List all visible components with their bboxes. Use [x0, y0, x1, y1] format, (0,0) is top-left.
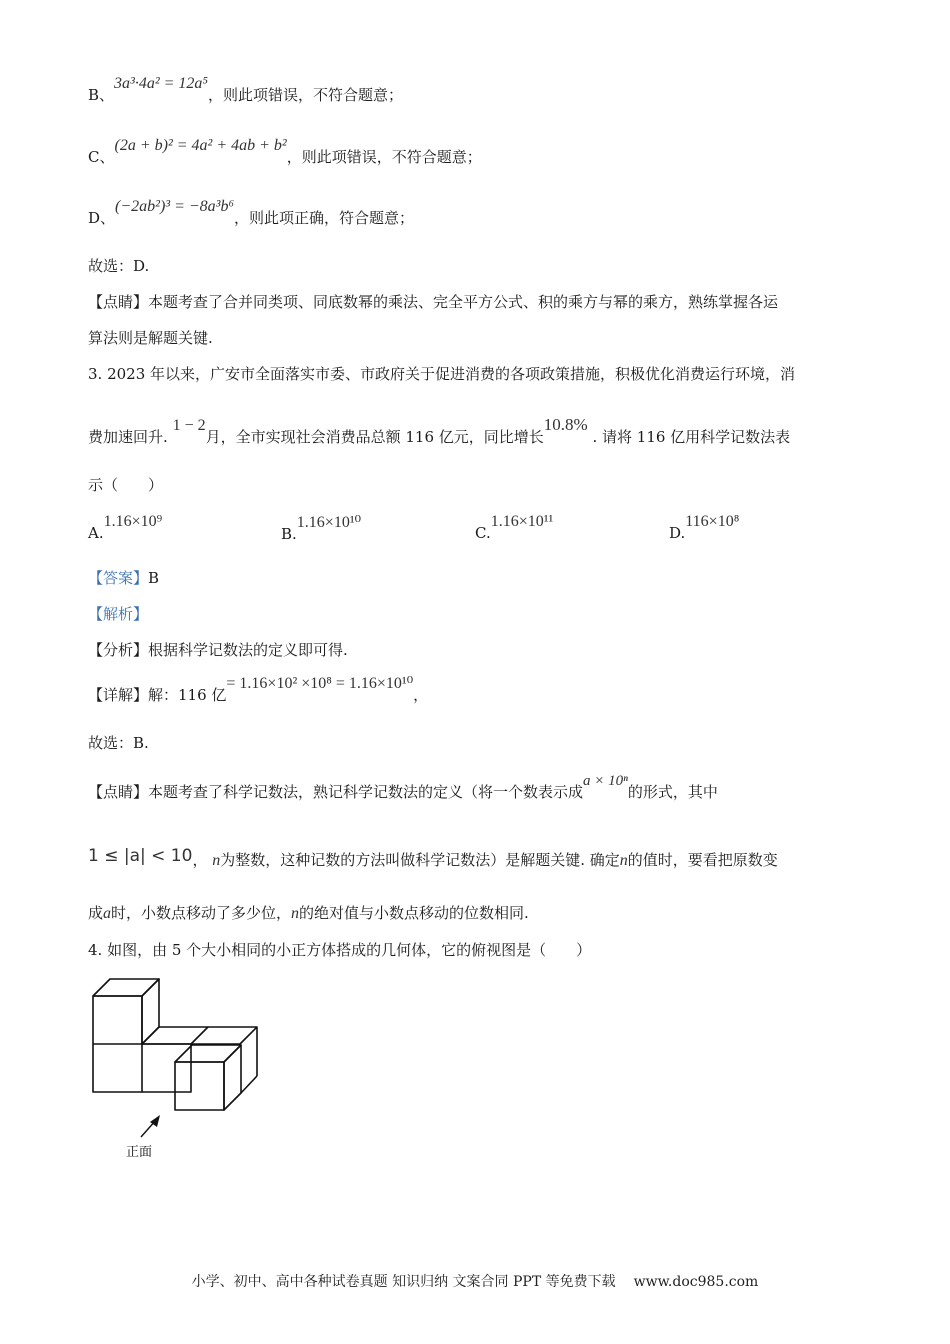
option-formula: 116×10⁸ — [685, 513, 740, 530]
q3-percent-math: 10.8% — [543, 415, 588, 434]
option-letter: A. — [88, 524, 104, 542]
option-comment: ，则此项错误，不符合题意； — [207, 86, 403, 104]
choose-line-q3: 故选：B. — [88, 734, 149, 752]
cube-tall-top — [93, 979, 159, 996]
option-label: C、 — [88, 148, 115, 166]
q3-months-math: 1 − 2 — [172, 417, 206, 434]
solution-option-d — [88, 198, 415, 227]
detail-line — [88, 675, 429, 704]
solution-option-c — [88, 137, 482, 166]
cube-tall-side — [142, 979, 159, 1044]
dianjing-line-2 — [88, 846, 778, 869]
option-letter: B. — [281, 525, 297, 543]
option-formula: (−2ab²)³ = −8a³b⁶ — [115, 198, 235, 215]
option-comment: ，则此项正确，符合题意； — [234, 209, 415, 227]
dianjing-text: 为整数，这种记数的方法叫做科学记数法）是解题关键. 确定 — [220, 851, 620, 869]
option-comment: ，则此项错误，不符合题意； — [286, 148, 482, 166]
option-formula: 3a³·4a² = 12a⁵ — [114, 75, 208, 92]
q4-stem: 4. 如图，由 5 个大小相同的小正方体搭成的几何体，它的俯视图是（ ） — [88, 941, 592, 959]
solution-option-b — [88, 75, 403, 104]
option-label: B、 — [88, 86, 115, 104]
dianjing-var-n: n — [212, 852, 221, 869]
cube-middle-top — [142, 1027, 208, 1044]
comment-line-2: 算法则是解题关键. — [88, 329, 213, 347]
dianjing-text: 成 — [88, 904, 104, 922]
q4-cube-figure — [84, 972, 284, 1164]
detail-text: 【详解】解：116 亿 — [88, 686, 227, 704]
dianjing-text: 【点睛】本题考查了科学记数法，熟记科学记数法的定义（将一个数表示成 — [88, 783, 584, 801]
dianjing-formula: a × 10ⁿ — [583, 773, 628, 789]
dianjing-var-n: n — [619, 852, 628, 869]
dianjing-text: 的形式，其中 — [627, 783, 718, 801]
q3-stem-part: 月，全市实现社会消费品总额 116 亿元，同比增长 — [205, 428, 544, 446]
q3-stem-part: 费加速回升. — [88, 428, 168, 446]
dianjing-text: 的绝对值与小数点移动的位数相同. — [299, 904, 529, 922]
q3-stem-line-3: 示（ ） — [88, 476, 164, 494]
q3-option-a — [88, 513, 163, 543]
answer-tag: 【答案】 — [88, 569, 149, 587]
dianjing-text: 的值时，要看把原数变 — [627, 851, 778, 869]
option-formula: (2a + b)² = 4a² + 4ab + b² — [114, 137, 287, 154]
dianjing-line-1 — [88, 773, 718, 801]
dianjing-line-3 — [88, 906, 529, 922]
answer-value: B — [148, 569, 160, 587]
q4-front-label: 正面 — [126, 1145, 153, 1160]
detail-text: ， — [413, 686, 429, 704]
footer-text: 小学、初中、高中各种试卷真题 知识归纳 文案合同 PPT 等免费下载 — [191, 1274, 616, 1290]
comment-line-1: 【点睛】本题考查了合并同类项、同底数幂的乘法、完全平方公式、积的乘方与幂的乘方，熟练掌握各运 — [88, 293, 779, 311]
q3-stem-line-1: 3. 2023 年以来，广安市全面落实市委、市政府关于促进消费的各项政策措施，积极优化消费运行环境，消 — [88, 365, 796, 383]
option-formula: 1.16×10¹¹ — [490, 513, 554, 530]
cube-front-face — [175, 1062, 224, 1110]
detail-formula: = 1.16×10² ×10⁸ = 1.16×10¹⁰ — [226, 675, 414, 692]
footer-url[interactable]: www.doc985.com — [633, 1274, 759, 1290]
dianjing-inequality: 1 ≤ |a| < 10 — [88, 846, 193, 866]
analysis-tag: 【解析】 — [88, 605, 149, 623]
option-letter: D. — [669, 524, 686, 542]
dianjing-text: 时，小数点移动了多少位， — [111, 904, 292, 922]
front-arrow-icon — [141, 1115, 160, 1137]
option-formula: 1.16×10¹⁰ — [296, 514, 362, 531]
q3-option-d — [669, 513, 740, 543]
fenxi-line: 【分析】根据科学记数法的定义即可得. — [88, 641, 348, 659]
dianjing-var-a: a — [103, 905, 112, 922]
answer-line — [88, 571, 159, 586]
cube-front-top — [175, 1045, 241, 1062]
option-formula: 1.16×10⁹ — [103, 513, 163, 530]
q3-option-c — [475, 513, 554, 543]
page-footer — [0, 1271, 950, 1291]
cube-front-side — [224, 1045, 241, 1110]
option-label: D、 — [88, 209, 116, 227]
choose-line: 故选：D. — [88, 257, 150, 275]
option-letter: C. — [475, 524, 491, 542]
q3-stem-part: . 请将 116 亿用科学记数法表 — [592, 428, 791, 446]
q3-option-b — [281, 514, 362, 544]
dianjing-text: ， — [192, 851, 208, 869]
dianjing-var-n: n — [291, 905, 300, 922]
q3-stem-line-2 — [88, 415, 791, 446]
